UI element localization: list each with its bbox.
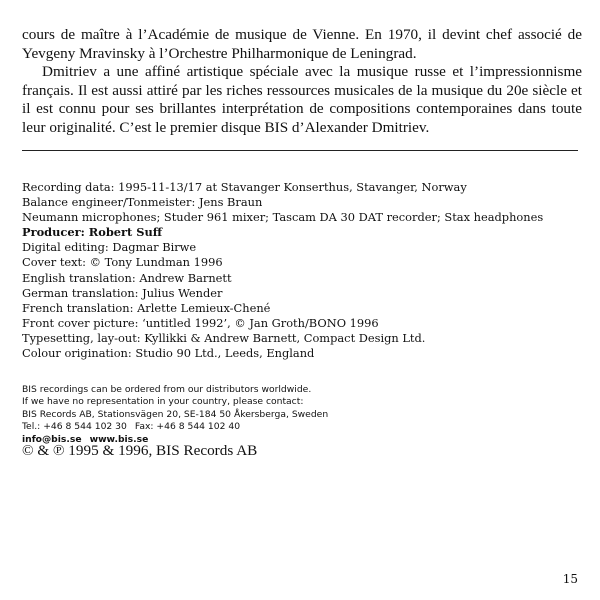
- contact-website-link[interactable]: www.bis.se: [89, 433, 149, 445]
- credit-balance-engineer: Balance engineer/Tonmeister: Jens Braun: [22, 195, 263, 210]
- credit-german-translation: German translation: Julius Wender: [22, 285, 223, 300]
- credit-equipment: Neumann microphones; Studer 961 mixer; Tascam DA 30 DAT recorder; Stax headphones: [22, 210, 544, 225]
- biography-paragraph-1: cours de maître à l’Académie de musique de Vienne. En 1970, il devint chef associé de Yevgeny Mravinsky à l’Orchestre Philharmonique de Leningrad.: [22, 26, 582, 62]
- credit-producer: Producer: Robert Suff: [22, 225, 163, 240]
- biography-paragraph-2: Dmitriev a une affiné artistique spéciale avec la musique russe et l’impressionnisme français. Il est aussi attiré par les riches ressources musicales de la musique du 20e siècle et il est connu pour ses brillantes interprétation de compositions contemporaines dans toute leur originalité. C’est le premier disque BIS d’Alexander Dmitriev.: [22, 63, 582, 136]
- credit-cover-text: Cover text: © Tony Lundman 1996: [22, 255, 223, 270]
- credit-english-translation: English translation: Andrew Barnett: [22, 270, 232, 285]
- contact-email-link[interactable]: info@bis.se: [22, 433, 82, 445]
- credit-digital-editing: Digital editing: Dagmar Birwe: [22, 240, 197, 255]
- credit-colour-origination: Colour origination: Studio 90 Ltd., Leeds, England: [22, 346, 315, 361]
- contact-phone-fax: [22, 421, 422, 433]
- recording-credits: [22, 180, 582, 361]
- biography-text: [22, 26, 582, 138]
- section-divider: [22, 150, 578, 151]
- contact-fax: Fax: +46 8 544 102 40: [134, 421, 241, 433]
- contact-line-2: If we have no representation in your country, please contact:: [22, 396, 304, 408]
- copyright-notice: © & ℗ 1995 & 1996, BIS Records AB: [22, 442, 258, 459]
- credit-french-translation: French translation: Arlette Lemieux-Chené: [22, 300, 271, 315]
- credit-front-cover: Front cover picture: ‘untitled 1992’, © Jan Groth/BONO 1996: [22, 315, 379, 330]
- page-number: 15: [562, 572, 578, 586]
- distributor-contact: [22, 384, 422, 446]
- contact-line-1: BIS recordings can be ordered from our distributors worldwide.: [22, 384, 312, 395]
- contact-address: BIS Records AB, Stationsvägen 20, SE-184 50 Åkersberga, Sweden: [22, 408, 329, 420]
- credit-typesetting: Typesetting, lay-out: Kyllikki & Andrew Barnett, Compact Design Ltd.: [22, 330, 426, 345]
- credit-recording-data: Recording data: 1995-11-13/17 at Stavanger Konserthus, Stavanger, Norway: [22, 180, 467, 194]
- contact-tel: Tel.: +46 8 544 102 30: [22, 421, 127, 433]
